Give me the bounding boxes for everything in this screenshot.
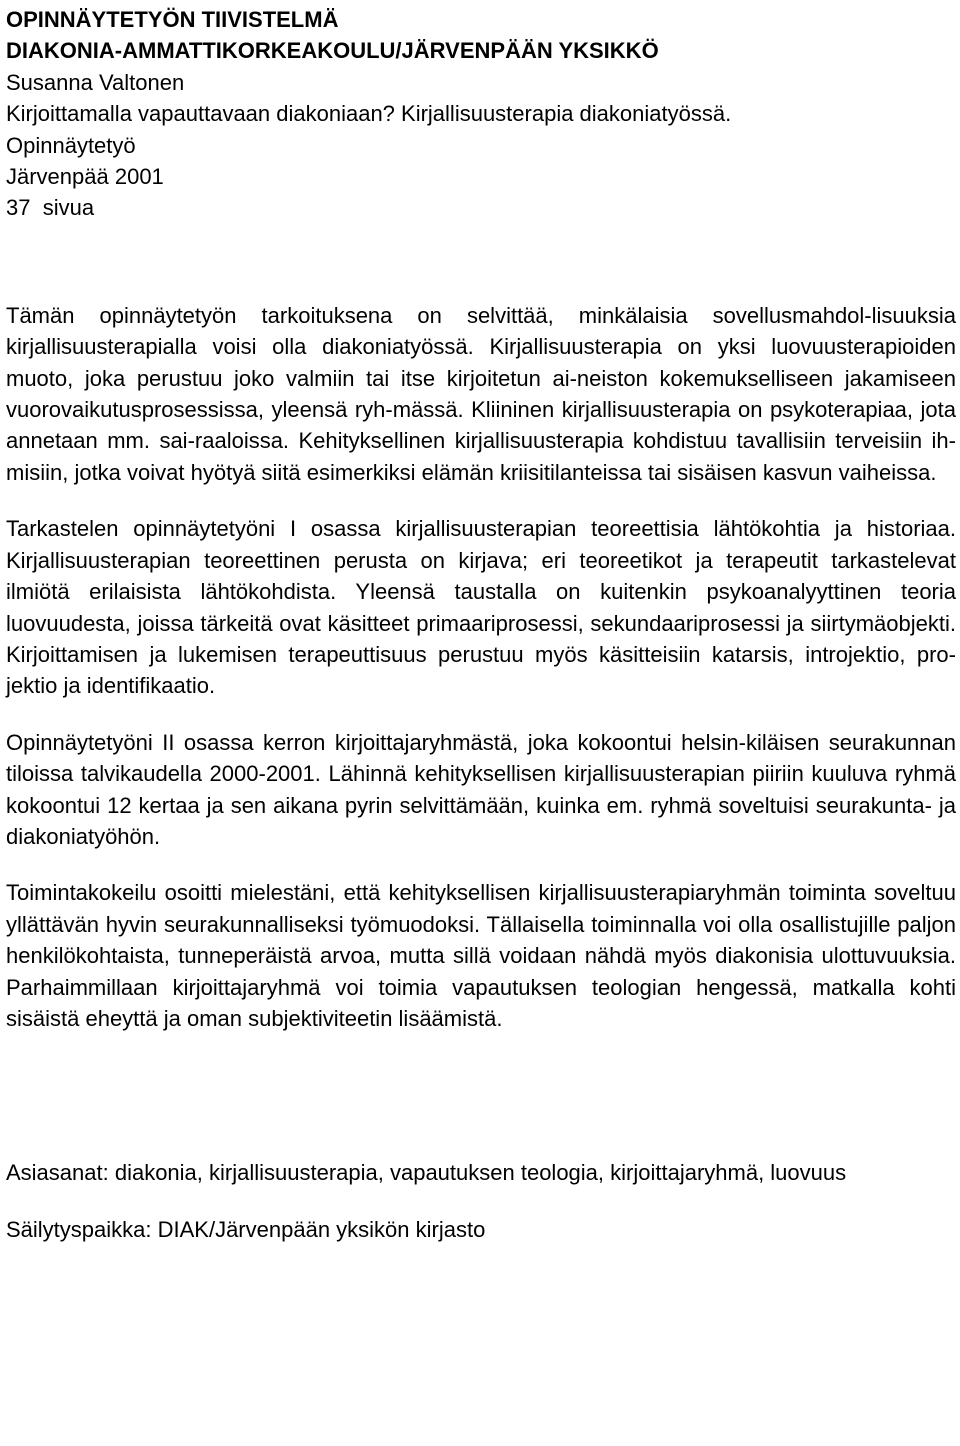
spacer (6, 224, 956, 300)
abstract-paragraph-1: Tämän opinnäytetyön tarkoituksena on selvittää, minkälaisia sovellusmahdol-lisuuksia kirjallisuusterapialla voisi olla diakoniatyössä. Kirjallisuusterapia on yksi luovuusterapioiden muoto, joka perustuu joko valmiin tai itse kirjoitetun ai-neiston kokemukselliseen jakamiseen vuorovaikutusprosessissa, yleensä ryh-mässä. Kliininen kirjallisuusterapia on psykoterapiaa, jota annetaan mm. sai-raaloissa. Kehityksellinen kirjallisuusterapia kohdistuu tavallisiin terveisiin ih-misiin, jotka voivat hyötyä siitä esimerkiksi elämän kriisitilanteissa tai sisäisen kasvun vaiheissa. (6, 302, 956, 485)
work-title: Kirjoittamalla vapauttavaan diakoniaan? Kirjallisuusterapia diakoniatyössä. (6, 101, 732, 127)
institution-name: DIAKONIA-AMMATTIKORKEAKOULU/JÄRVENPÄÄN YKSIKKÖ (6, 38, 659, 64)
abstract-paragraph-3: Opinnäytetyöni II osassa kerron kirjoittajaryhmästä, joka kokoontui helsin-kiläisen seurakunnan tiloissa talvikaudella 2000-2001. Lähinnä kehityksellisen kirjallisuusterapian piiriin kuuluva ryhmä kokoontui 12 kertaa ja sen aikana pyrin selvittämään, kuinka em. ryhmä soveltuisi seurakunta- ja diakoniatyöhön. (6, 729, 956, 849)
spacer (6, 852, 956, 877)
abstract-paragraph-2: Tarkastelen opinnäytetyöni I osassa kirjallisuusterapian teoreettisia lähtökohtia ja historiaa. Kirjallisuusterapian teoreettinen perusta on kirjava; eri teoreetikot ja terapeutit tarkastelevat ilmiötä erilaisista lähtökohdista. Yleensä taustalla on kuitenkin psykoanalyyttinen teoria luovuudesta, joissa tärkeitä ovat käsitteet primaariprosessi, sekundaariprosessi ja siirtymäobjekti. Kirjoittamisen ja lukemisen terapeuttisuus perustuu myös käsitteisiin katarsis, introjektio, pro-jektio ja identifikaatio. (6, 516, 956, 699)
spacer (6, 1034, 956, 1157)
page-count: 37 sivua (6, 195, 95, 221)
abstract-paragraph-4: Toimintakokeilu osoitti mielestäni, että kehityksellisen kirjallisuusterapiaryhmän toiminta soveltuu yllättävän hyvin seurakunnalliseksi työmuodoksi. Tällaisella toiminnalla voi olla osallistujille paljon henkilökohtaista, tunneperäistä arvoa, mutta sillä voidaan nähdä myös diakonisia ulottuvuuksia. Parhaimmillaan kirjoittajaryhmä voi toimia vapautuksen teologian hengessä, matkalla kohti sisäistä eheyttä ja oman subjektiviteetin lisäämistä. (6, 880, 956, 1031)
spacer (6, 702, 956, 727)
document-title: OPINNÄYTETYÖN TIIVISTELMÄ (6, 7, 339, 32)
work-type: Opinnäytetyö (6, 132, 136, 158)
place-year: Järvenpää 2001 (6, 164, 164, 190)
author-name: Susanna Valtonen (6, 69, 185, 95)
document-page (6, 4, 956, 1245)
storage-location: Säilytyspaikka: DIAK/Järvenpään yksikön kirjasto (6, 1216, 486, 1242)
spacer (6, 488, 956, 513)
keywords: Asiasanat: diakonia, kirjallisuusterapia, vapautuksen teologia, kirjoittajaryhmä, luovuus (6, 1160, 847, 1186)
spacer (6, 1189, 956, 1214)
